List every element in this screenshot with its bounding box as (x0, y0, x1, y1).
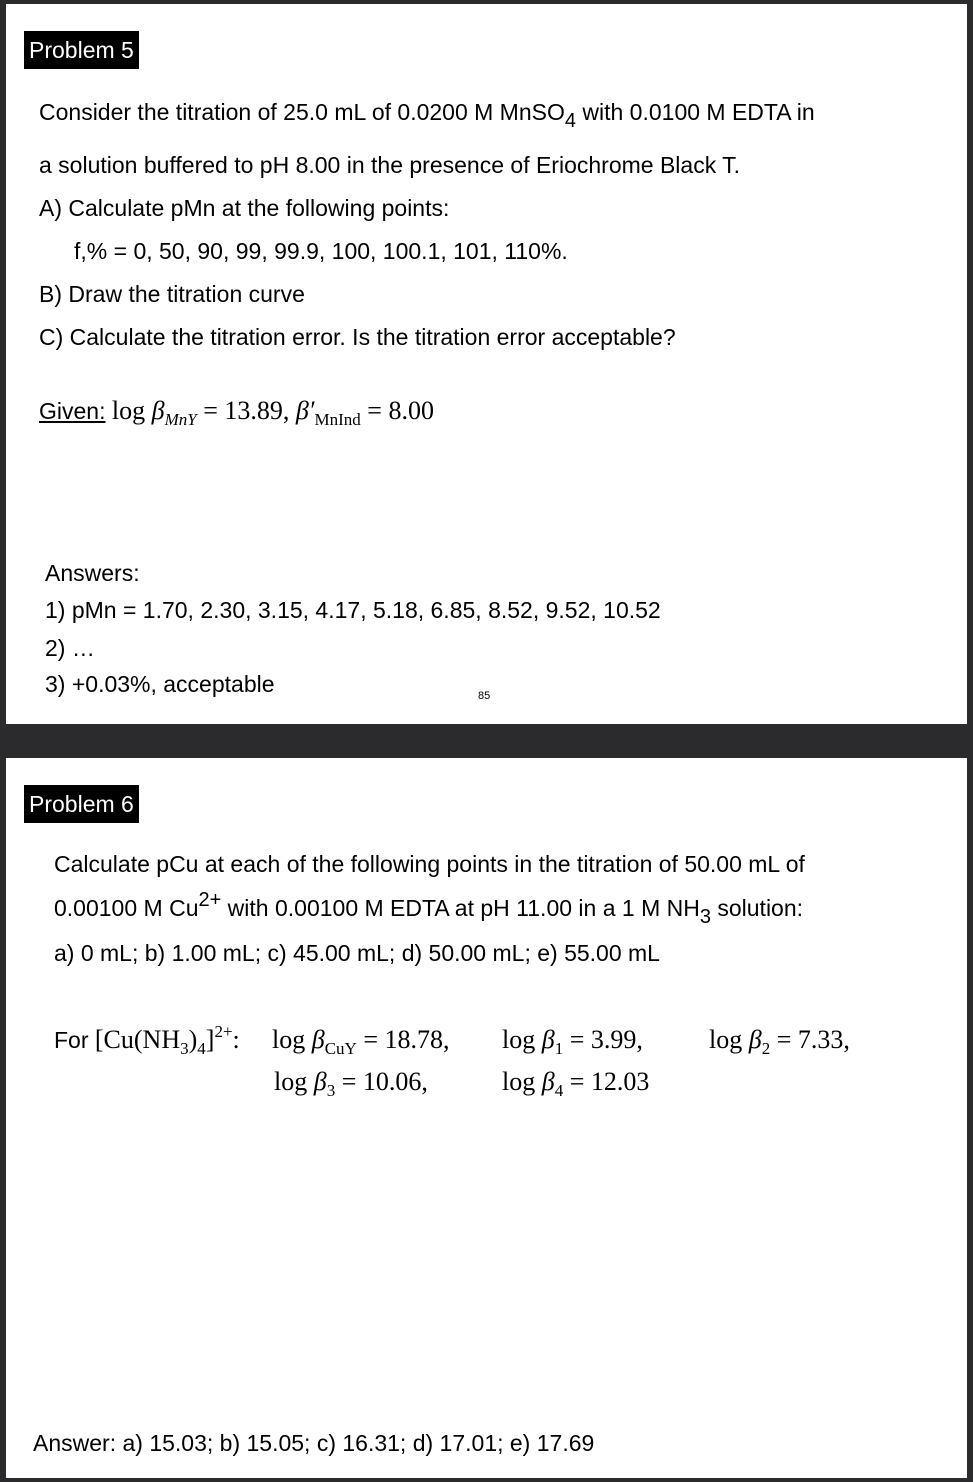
log-beta-2: $\log \beta_2 = 7.33$, (709, 1025, 850, 1058)
given-formula: $\log \beta_{MnY} = 13.89$, $\beta'_{MnInd} = 8.00$ (111, 396, 434, 429)
slide-problem-6 (6, 758, 967, 1478)
answer-2: 2) … (45, 635, 95, 661)
problem-6-statement-line-1: Calculate pCu at each of the following points in the titration of 50.00 mL of (54, 851, 805, 877)
complex-label: For $[Cu(NH_3)_4]^{2+}$: (54, 1022, 240, 1058)
log-beta-3: $\log \beta_3 = 10.06$, (274, 1067, 428, 1100)
cu-charge: 2+ (198, 889, 222, 911)
log-beta-cuy: $\log \beta_{CuY} = 18.78$, (272, 1025, 450, 1058)
problem-5-statement-line-2: a solution buffered to pH 8.00 in the presence of Eriochrome Black T. (39, 152, 741, 178)
problem-5-given (39, 396, 434, 429)
nh3-subscript: 3 (699, 906, 711, 928)
given-label: Given: (39, 398, 106, 424)
problem-6-statement-line-2: 0.00100 M $Cu^{2+}$ with 0.00100 M EDTA at pH 11.00 in a 1 M $NH_3$ solution: (54, 889, 804, 928)
answer-3: 3) +0.03%, acceptable (45, 671, 275, 697)
problem-6-answer: Answer: a) 15.03; b) 15.05; c) 16.31; d) 17.01; e) 17.69 (33, 1430, 595, 1456)
page-number: 85 (478, 690, 491, 702)
log-beta-4: $\log \beta_4 = 12.03$ (502, 1067, 650, 1100)
problem-5-statement-line-1: Consider the titration of 25.0 mL of 0.0200 M MnSO$_4$ with 0.0100 M EDTA in (39, 99, 815, 132)
complex-formula: $[Cu(NH_3)_4]^{2+}$: (94, 1022, 240, 1058)
problem-5-badge: Problem 5 (24, 31, 139, 69)
problem-5-item-a-points: f,% = 0, 50, 90, 99, 99.9, 100, 100.1, 101, 110%. (74, 238, 568, 264)
log-beta-1: $\log \beta_1 = 3.99$, (502, 1025, 643, 1058)
answers-title: Answers: (45, 560, 140, 586)
mnso4-subscript: 4 (564, 110, 576, 132)
problem-5-item-a: A) Calculate pMn at the following points: (39, 195, 450, 221)
problem-6-badge: Problem 6 (24, 785, 139, 823)
slide-problem-5 (6, 4, 967, 724)
problem-6-points-list: a) 0 mL; b) 1.00 mL; c) 45.00 mL; d) 50.00 mL; e) 55.00 mL (54, 940, 660, 966)
answer-1: 1) pMn = 1.70, 2.30, 3.15, 4.17, 5.18, 6.85, 8.52, 9.52, 10.52 (45, 597, 661, 623)
problem-5-item-c: C) Calculate the titration error. Is the titration error acceptable? (39, 324, 676, 350)
problem-5-item-b: B) Draw the titration curve (39, 281, 305, 307)
